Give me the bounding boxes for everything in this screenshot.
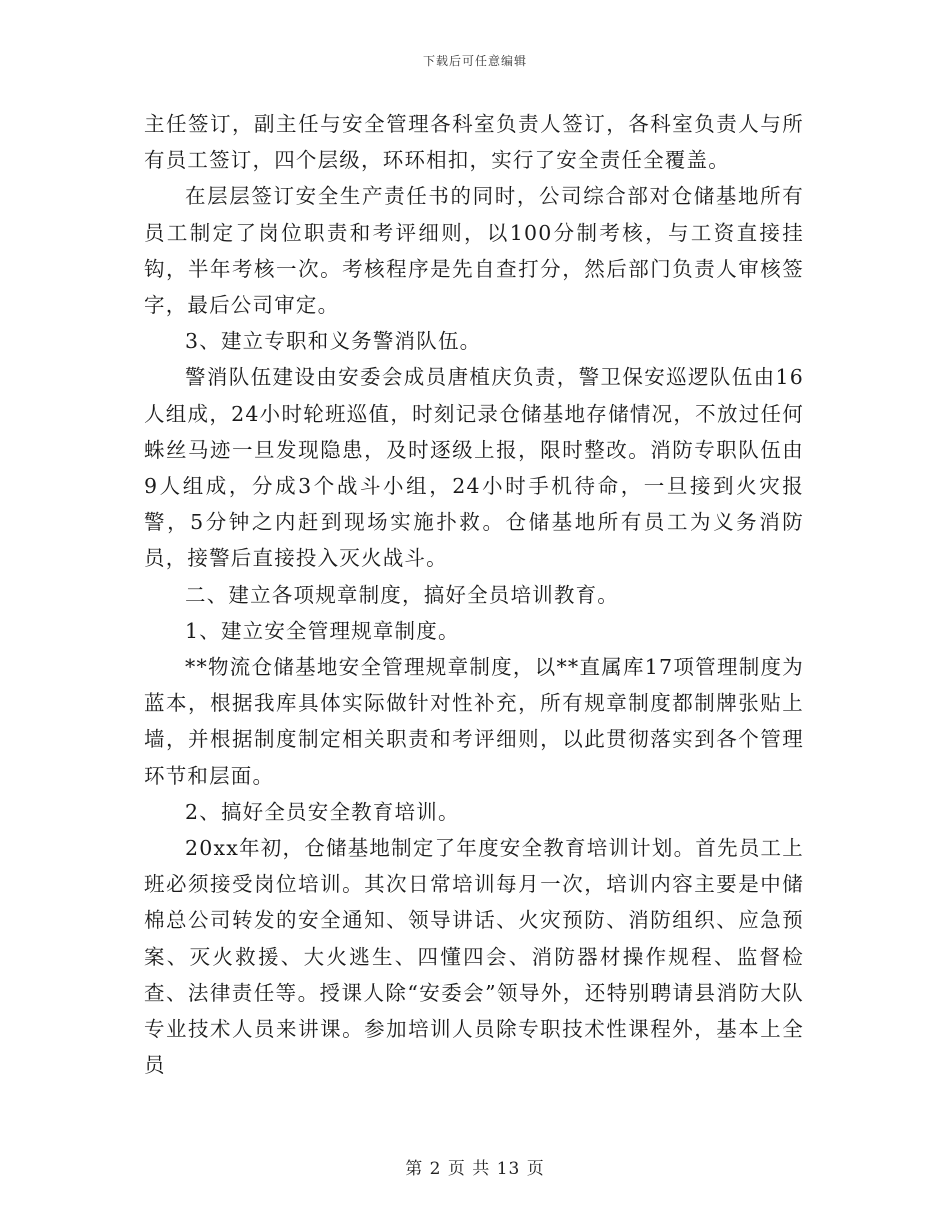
paragraph-2: 在层层签订安全生产责任书的同时，公司综合部对仓储基地所有员工制定了岗位职责和考评细则，以100分制考核，与工资直接挂钩，半年考核一次。考核程序是先自查打分，然后部门负责人审核签字，最后公司审定。 [144, 184, 804, 318]
page-header: 下载后可任意编辑 [422, 54, 527, 68]
paragraph-5: 20xx年初，仓储基地制定了年度安全教育培训计划。首先员工上班必须接受岗位培训。其次日常培训每月一次，培训内容主要是中储棉总公司转发的安全通知、领导讲话、火灾预防、消防组织、应急预案、灭火救援、大火逃生、四懂四会、消防器材操作规程、监督检查、法律责任等。授课人除“安委会”领导外，还特别聘请县消防大队专业技术人员来讲课。参加培训人员除专职技术性课程外，基本上全员 [144, 836, 804, 1078]
page-footer: 第 2 页 共 13 页 [405, 1159, 545, 1179]
paragraph-3: 警消队伍建设由安委会成员唐植庆负责，警卫保安巡逻队伍由16人组成，24小时轮班巡值，时刻记录仓储基地存储情况，不放过任何蛛丝马迹一旦发现隐患，及时逐级上报，限时整改。消防专职队伍由9人组成，分成3个战斗小组，24小时手机待命，一旦接到火灾报警，5分钟之内赶到现场实施扑救。仓储基地所有员工为义务消防员，接警后直接投入灭火战斗。 [144, 365, 804, 571]
subsection-heading-1: 1、建立安全管理规章制度。 [185, 618, 460, 643]
paragraph-4: **物流仓储基地安全管理规章制度，以**直属库17项管理制度为蓝本，根据我库具体实际做针对性补充，所有规章制度都制牌张贴上墙，并根据制度制定相关职责和考评细则，以此贯彻落实到各个管理环节和层面。 [144, 655, 804, 788]
paragraph-1: 主任签订，副主任与安全管理各科室负责人签订，各科室负责人与所有员工签订，四个层级，环环相扣，实行了安全责任全覆盖。 [144, 112, 804, 173]
section-heading-2: 二、建立各项规章制度，搞好全员培训教育。 [185, 582, 619, 607]
subsection-heading-2: 2、搞好全员安全教育培训。 [185, 799, 460, 824]
document-body [144, 106, 804, 1083]
section-heading-3: 3、建立专职和义务警消队伍。 [185, 329, 482, 354]
